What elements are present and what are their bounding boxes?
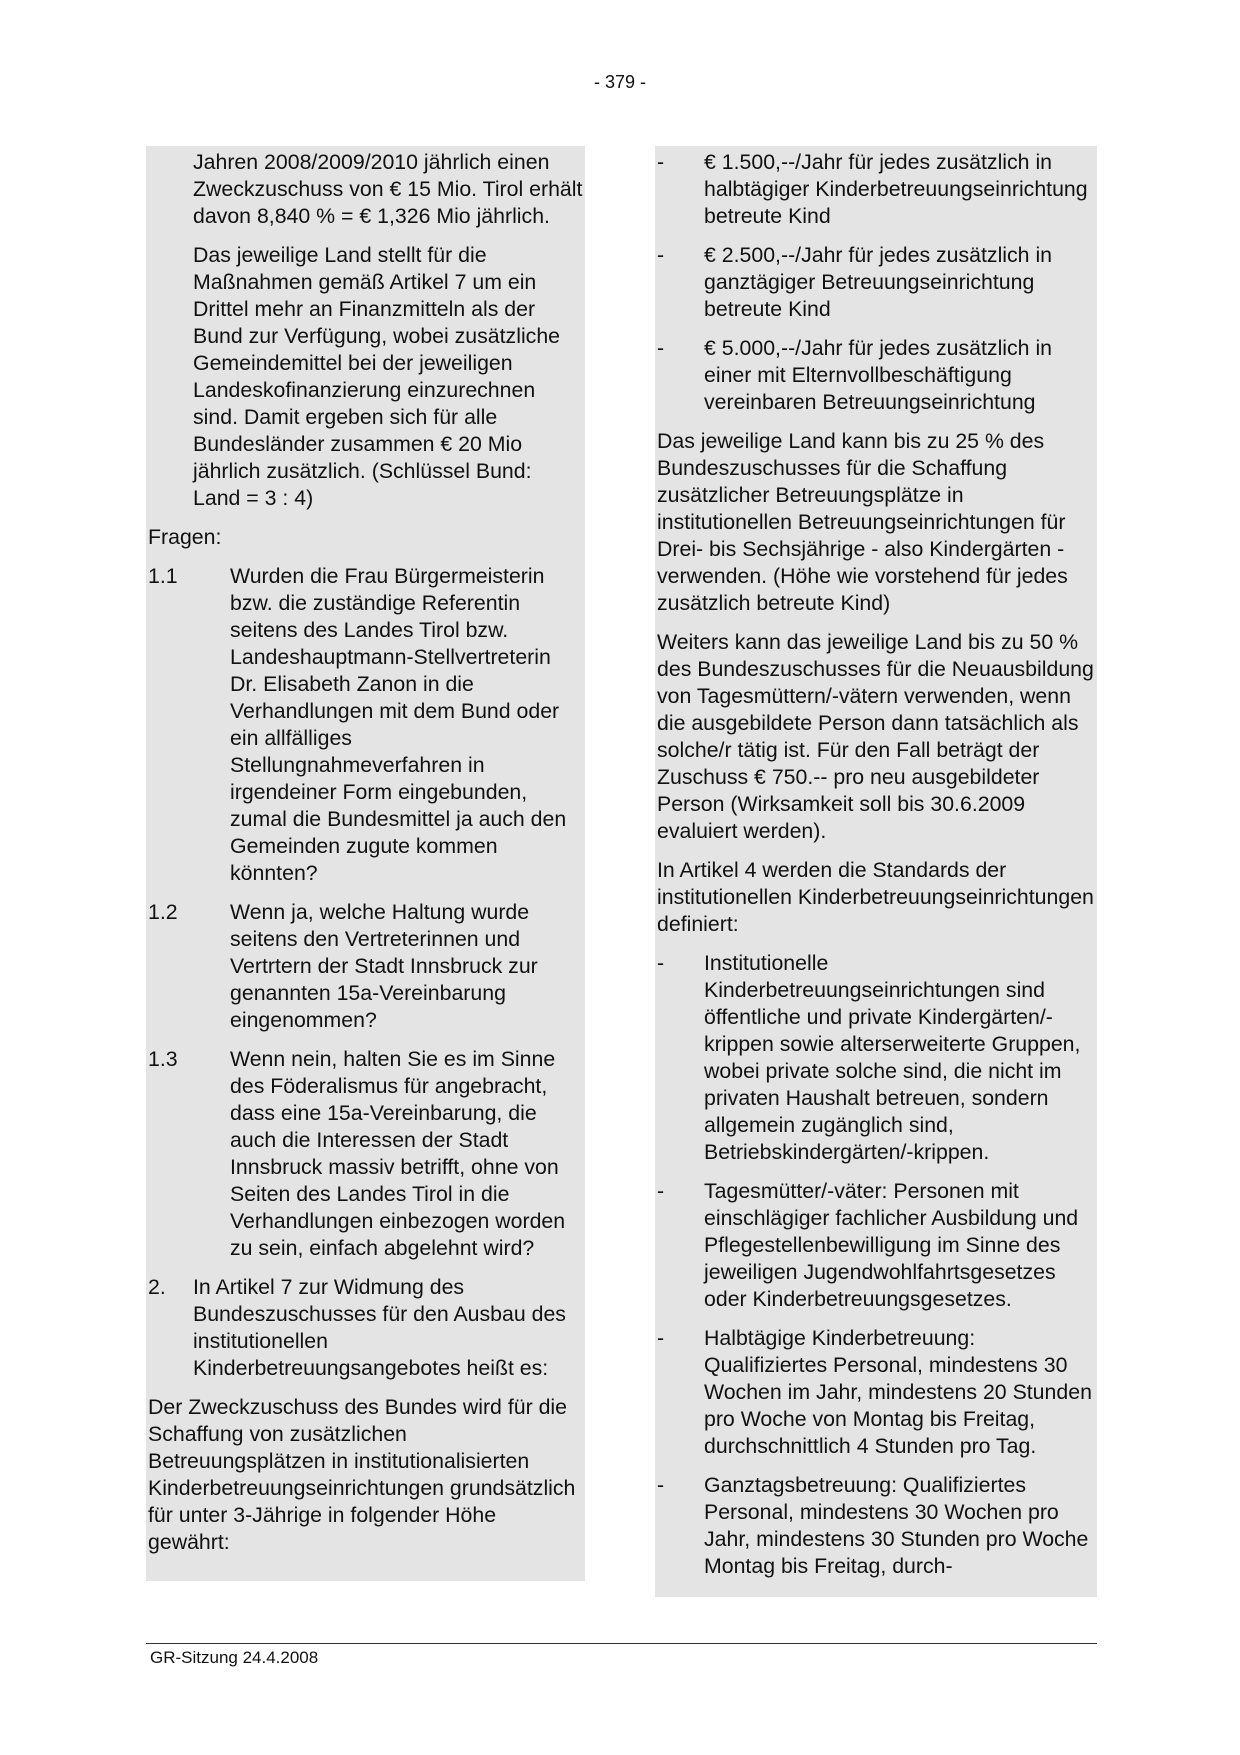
question-text: Wenn ja, welche Haltung wurde seitens den Vertreterinnen und Vertrtern der Stadt Innsbruck zur genannten 15a-Vereinbarung eingenommen? <box>230 900 538 1032</box>
paragraph-zweckzuschuss: Jahren 2008/2009/2010 jährlich einen Zweckzuschuss von € 15 Mio. Tirol erhält davon 8,840 % = € 1,326 Mio jährlich. <box>193 150 583 228</box>
dash-bullet: - <box>657 336 665 360</box>
standard-text: Tagesmütter/-väter: Personen mit einschlägiger fachlicher Ausbildung und Pflegestellenbewilligung im Sinne des jeweiligen Jugendwohlfahrtsgesetzes oder Kinderbetreuungsgesetzes. <box>704 1179 1079 1311</box>
page-number: - 379 - <box>593 72 647 92</box>
standard-item <box>657 950 1095 1166</box>
footer-divider <box>146 1643 1097 1644</box>
paragraph-kindergaerten: Das jeweilige Land kann bis zu 25 % des Bundeszuschusses für die Schaffung zusätzlicher Betreuungsplätze in institutionellen Betreuungseinrichtungen für Drei- bis Sechsjährige - also Kindergärten - verwenden. (Höhe wie vorstehend für jedes zusätzlich betreute Kind) <box>657 429 1068 615</box>
question-text: In Artikel 7 zur Widmung des Bundeszuschusses für den Ausbau des institutionellen Kinderbetreuungsangebotes heißt es: <box>193 1275 566 1380</box>
paragraph-land-finanzmittel: Das jeweilige Land stellt für die Maßnahmen gemäß Artikel 7 um ein Drittel mehr an Finanzmitteln als der Bund zur Verfügung, wobei zusätzliche Gemeindemittel bei der jeweiligen Landeskofinanzierung einzurechnen sind. Damit ergeben sich für alle Bundesländer zusammen € 20 Mio jährlich zusätzlich. (Schlüssel Bund: Land = 3 : 4) <box>193 243 561 510</box>
question-item <box>148 899 583 1034</box>
question-number: 1.3 <box>148 1047 178 1071</box>
question-number: 1.1 <box>148 564 178 588</box>
right-column <box>655 146 1097 1597</box>
left-column <box>146 146 585 1581</box>
amount-item <box>657 242 1095 323</box>
dash-bullet: - <box>657 243 665 267</box>
question-item <box>148 1274 583 1382</box>
dash-bullet: - <box>657 1179 665 1203</box>
fragen-label: Fragen: <box>148 525 222 549</box>
dash-bullet: - <box>657 1473 665 1497</box>
question-number: 1.2 <box>148 900 178 924</box>
standard-text: Institutionelle Kinderbetreuungseinrichtungen sind öffentliche und private Kindergärten/-krippen sowie alterserweiterte Gruppen, wobei private solche sind, die nicht im privaten Haushalt betreuen, sondern allgemein zugänglich sind, Betriebskindergärten/-krippen. <box>704 951 1081 1164</box>
amount-item <box>657 335 1095 416</box>
dash-bullet: - <box>657 150 665 174</box>
paragraph-tagesmuetter: Weiters kann das jeweilige Land bis zu 50 % des Bundeszuschusses für die Neuausbildung von Tagesmüttern/-vätern verwenden, wenn die ausgebildete Person dann tatsächlich als solche/r tätig ist. Für den Fall beträgt der Zuschuss € 750.-- pro neu ausgebildeter Person (Wirksamkeit soll bis 30.6.2009 evaluiert werden). <box>657 630 1094 843</box>
paragraph-standards-intro: In Artikel 4 werden die Standards der institutionellen Kinderbetreuungseinrichtungen definiert: <box>657 858 1094 936</box>
amount-text: € 5.000,--/Jahr für jedes zusätzlich in einer mit Elternvollbeschäftigung vereinbaren Betreuungseinrichtung <box>704 336 1053 414</box>
question-number: 2. <box>148 1275 166 1299</box>
amount-item <box>657 149 1095 230</box>
question-text: Wurden die Frau Bürgermeisterin bzw. die zuständige Referentin seitens des Landes Tirol bzw. Landeshauptmann-Stellvertreterin Dr. Elisabeth Zanon in die Verhandlungen mit dem Bund oder ein allfälliges Stellungnahmeverfahren in irgendeiner Form eingebunden, zumal die Bundesmittel ja auch den Gemeinden zugute kommen könnten? <box>230 564 567 885</box>
standard-text: Halbtägige Kinderbetreuung: Qualifiziertes Personal, mindestens 30 Wochen im Jahr, mindestens 20 Stunden pro Woche von Montag bis Freitag, durchschnittlich 4 Stunden pro Tag. <box>704 1326 1092 1458</box>
standard-item <box>657 1472 1095 1580</box>
standard-text: Ganztagsbetreuung: Qualifiziertes Personal, mindestens 30 Wochen pro Jahr, mindestens 30 Stunden pro Woche Montag bis Freitag, durch- <box>704 1473 1089 1578</box>
question-item <box>148 563 583 887</box>
footer-text: GR-Sitzung 24.4.2008 <box>150 1648 319 1667</box>
standard-item <box>657 1325 1095 1460</box>
dash-bullet: - <box>657 951 665 975</box>
question-item <box>148 1046 583 1262</box>
paragraph-zweckzuschuss-bund: Der Zweckzuschuss des Bundes wird für die Schaffung von zusätzlichen Betreuungsplätzen in institutionalisierten Kinderbetreuungseinrichtungen grundsätzlich für unter 3-Jährige in folgender Höhe gewährt: <box>148 1395 576 1554</box>
question-text: Wenn nein, halten Sie es im Sinne des Föderalismus für angebracht, dass eine 15a-Vereinbarung, die auch die Interessen der Stadt Innsbruck massiv betrifft, ohne von Seiten des Landes Tirol in die Verhandlungen einbezogen worden zu sein, einfach abgelehnt wird? <box>230 1047 566 1260</box>
standard-item <box>657 1178 1095 1313</box>
dash-bullet: - <box>657 1326 665 1350</box>
amount-text: € 2.500,--/Jahr für jedes zusätzlich in ganztägiger Betreuungseinrichtung betreute Kind <box>704 243 1053 321</box>
amount-text: € 1.500,--/Jahr für jedes zusätzlich in halbtägiger Kinderbetreuungseinrichtung betreute Kind <box>704 150 1088 228</box>
